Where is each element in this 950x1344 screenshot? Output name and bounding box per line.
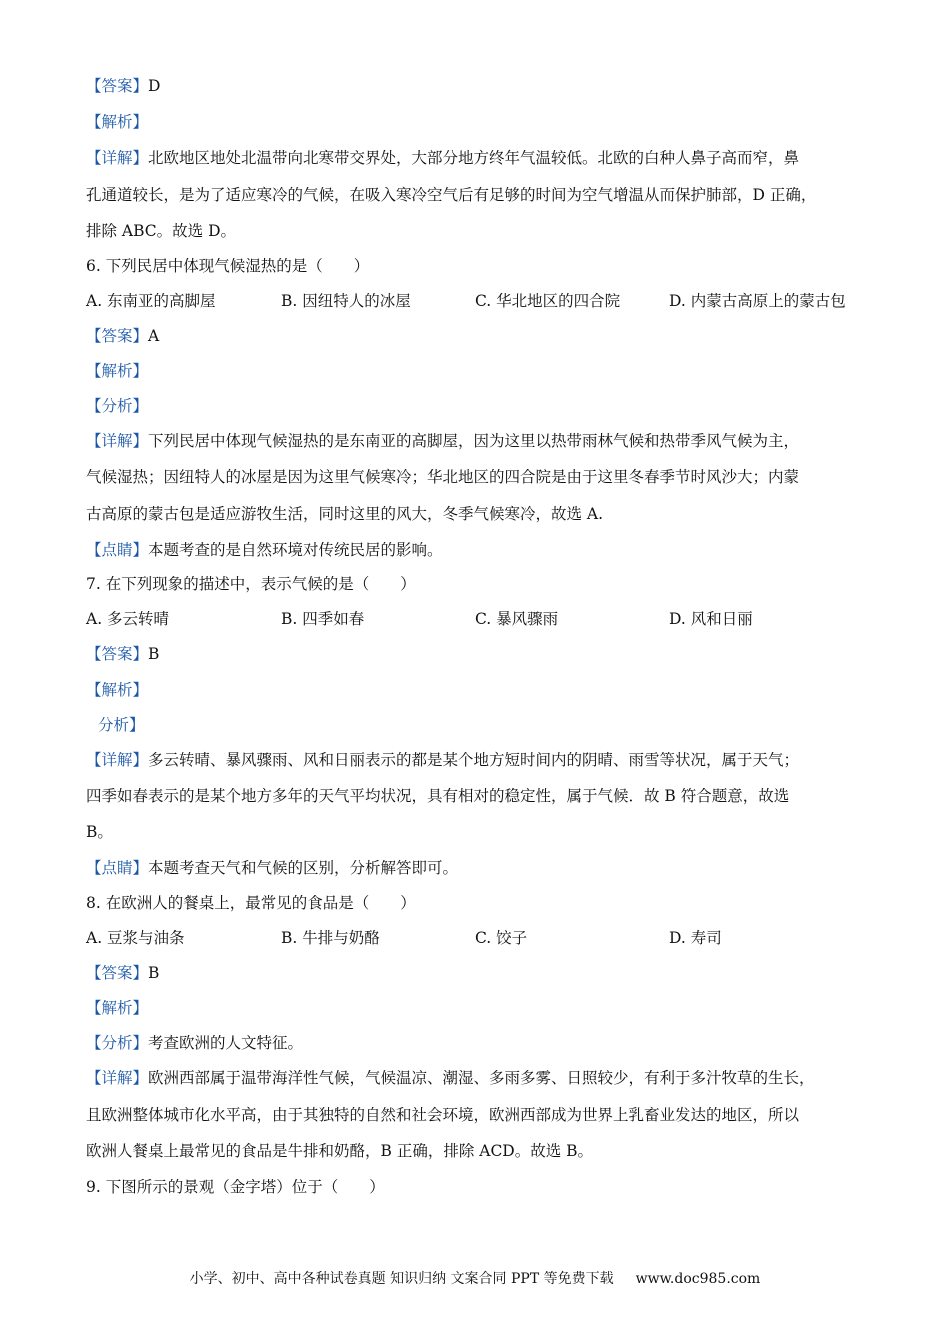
answer-line-6: 【答案】A (86, 327, 160, 345)
fenxi-heading-7: 分析】 (98, 716, 145, 734)
footer-text: 小学、初中、高中各种试卷真题 知识归纳 文案合同 PPT 等免费下载 (189, 1271, 614, 1287)
analysis-heading-8: 【解析】 (86, 999, 149, 1017)
detail-line: 古高原的蒙古包是适应游牧生活，同时这里的风大，冬季气候寒冷，故选 A. (86, 505, 604, 523)
answer-line-7: 【答案】B (86, 645, 160, 663)
q8-option-c: C. 饺子 (475, 929, 528, 947)
question-8: 8. 在欧洲人的餐桌上，最常见的食品是（ ） (86, 894, 416, 912)
detail-line: B。 (86, 823, 113, 841)
fenxi-line-8: 【分析】考查欧洲的人文特征。 (86, 1034, 304, 1052)
question-9: 9. 下图所示的景观（金字塔）位于（ ） (86, 1178, 385, 1196)
q8-option-d: D. 寿司 (669, 929, 722, 947)
q7-option-a: A. 多云转晴 (86, 610, 170, 628)
q8-option-b: B. 牛排与奶酪 (281, 929, 380, 947)
detail-line: 且欧洲整体城市化水平高，由于其独特的自然和社会环境，欧洲西部成为世界上乳畜业发达的地区，所以 (86, 1106, 800, 1124)
detail-line: 【详解】多云转晴、暴风骤雨、风和日丽表示的都是某个地方短时间内的阴晴、雨雪等状况，属于天气； (86, 751, 800, 769)
detail-line: 【详解】下列民居中体现气候湿热的是东南亚的高脚屋，因为这里以热带雨林气候和热带季风气候为主， (86, 432, 800, 450)
detail-line: 【详解】欧洲西部属于温带海洋性气候，气候温凉、潮湿、多雨多雾、日照较少，有利于多汁牧草的生长， (86, 1069, 815, 1087)
detail-line: 排除 ABC。故选 D。 (86, 222, 237, 240)
q8-option-a: A. 豆浆与油条 (86, 929, 185, 947)
detail-line: 欧洲人餐桌上最常见的食品是牛排和奶酪，B 正确，排除 ACD。故选 B。 (86, 1142, 594, 1160)
question-7: 7. 在下列现象的描述中，表示气候的是（ ） (86, 575, 416, 593)
detail-line: 【详解】北欧地区地处北温带向北寒带交界处，大部分地方终年气温较低。北欧的白种人鼻子高而窄，鼻 (86, 149, 800, 167)
detail-line: 孔通道较长，是为了适应寒冷的气候，在吸入寒冷空气后有足够的时间为空气增温从而保护肺部，D 正确， (86, 186, 817, 204)
analysis-heading-6: 【解析】 (86, 362, 149, 380)
analysis-heading-7: 【解析】 (86, 681, 149, 699)
page-footer (0, 1270, 950, 1288)
dianjing-line-7: 【点睛】本题考查天气和气候的区别，分析解答即可。 (86, 859, 459, 877)
detail-line: 气候湿热；因纽特人的冰屋是因为这里气候寒冷；华北地区的四合院是由于这里冬春季节时风沙大；内蒙 (86, 468, 800, 486)
q7-option-b: B. 四季如春 (281, 610, 365, 628)
detail-line: 四季如春表示的是某个地方多年的天气平均状况，具有相对的稳定性，属于气候．故 B 符合题意，故选 (86, 787, 790, 805)
fenxi-heading-6: 【分析】 (86, 397, 149, 415)
q6-option-a: A. 东南亚的高脚屋 (86, 292, 216, 310)
answer-line-5: 【答案】D (86, 77, 161, 95)
dianjing-line-6: 【点睛】本题考查的是自然环境对传统民居的影响。 (86, 541, 443, 559)
q7-option-c: C. 暴风骤雨 (475, 610, 559, 628)
answer-line-8: 【答案】B (86, 964, 160, 982)
q6-option-b: B. 因纽特人的冰屋 (281, 292, 411, 310)
q6-option-c: C. 华北地区的四合院 (475, 292, 621, 310)
footer-site-link[interactable]: www.doc985.com (635, 1271, 761, 1287)
question-6: 6. 下列民居中体现气候湿热的是（ ） (86, 257, 370, 275)
analysis-heading-5: 【解析】 (86, 113, 149, 131)
q7-option-d: D. 风和日丽 (669, 610, 753, 628)
q6-option-d: D. 内蒙古高原上的蒙古包 (669, 292, 846, 310)
